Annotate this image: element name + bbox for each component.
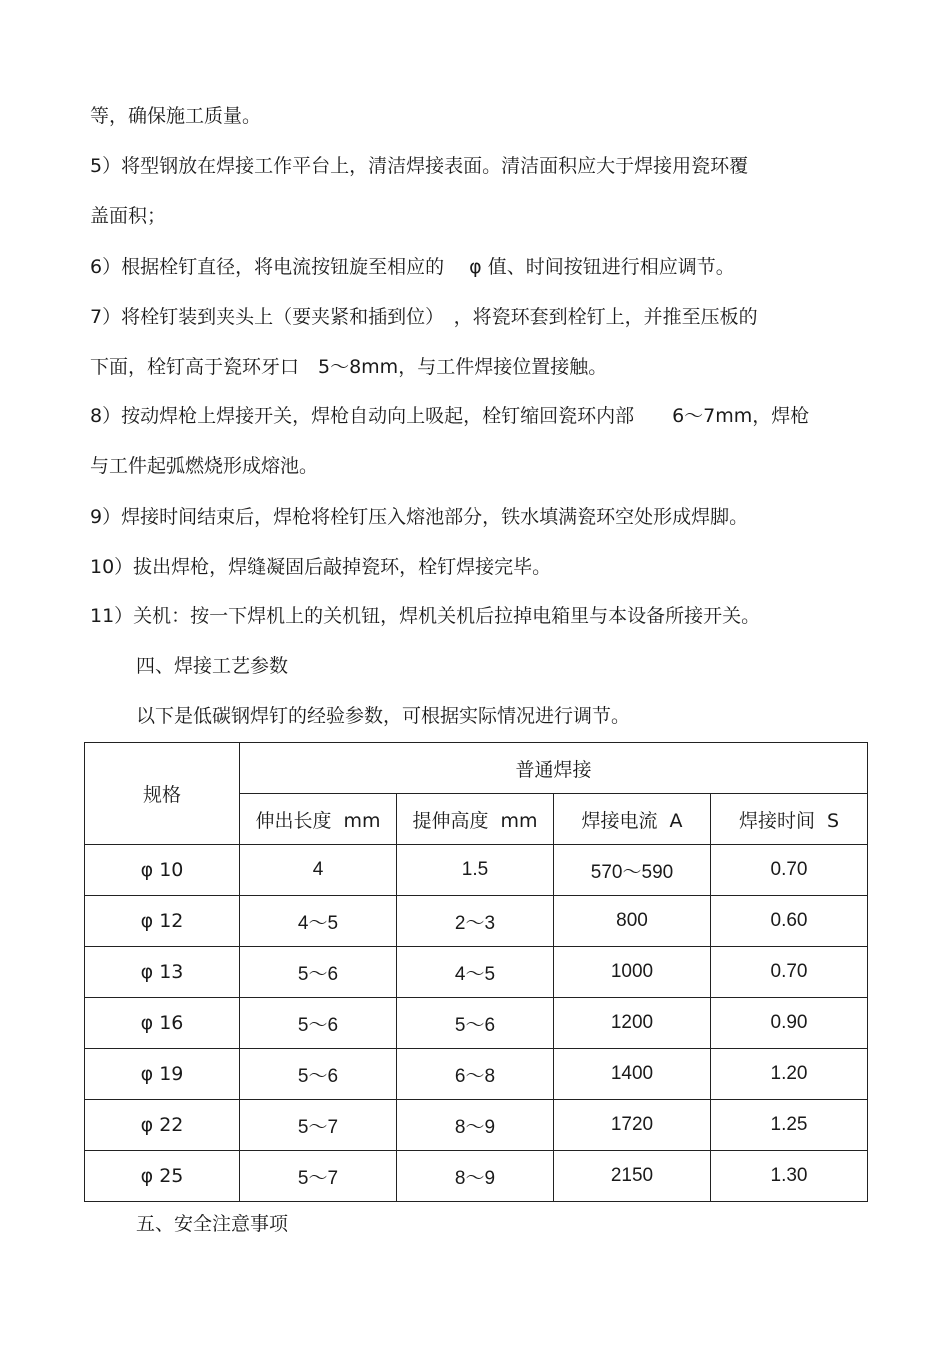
table-cell: φ 12 bbox=[85, 896, 240, 947]
table-cell: 4～5 bbox=[397, 947, 554, 998]
table-cell: φ 19 bbox=[85, 1049, 240, 1100]
table-cell: 0.70 bbox=[711, 947, 868, 998]
table-cell: 6～8 bbox=[397, 1049, 554, 1100]
table-cell: 5～6 bbox=[240, 1049, 397, 1100]
table-cell: 1.25 bbox=[711, 1100, 868, 1151]
table-cell: φ 16 bbox=[85, 998, 240, 1049]
table-cell: 1.30 bbox=[711, 1151, 868, 1202]
table-cell: 4～5 bbox=[240, 896, 397, 947]
paragraph-line: 10）拔出焊枪，焊缝凝固后敲掉瓷环，栓钉焊接完毕。 bbox=[90, 556, 552, 578]
welding-parameters-table bbox=[84, 742, 868, 1202]
section-heading: 五、安全注意事项 bbox=[136, 1213, 289, 1235]
table-row bbox=[85, 1151, 868, 1202]
table-cell: 1.5 bbox=[397, 845, 554, 896]
table-cell: 1200 bbox=[554, 998, 711, 1049]
table-cell: 4 bbox=[240, 845, 397, 896]
table-cell: 1400 bbox=[554, 1049, 711, 1100]
table-cell: φ 13 bbox=[85, 947, 240, 998]
spec-header: 规格 bbox=[85, 743, 240, 845]
section-heading: 四、焊接工艺参数 bbox=[136, 655, 289, 677]
table-cell: 2150 bbox=[554, 1151, 711, 1202]
table-row bbox=[85, 896, 868, 947]
table-cell: φ 10 bbox=[85, 845, 240, 896]
table-cell: 2～3 bbox=[397, 896, 554, 947]
paragraph-line: 与工件起弧燃烧形成熔池。 bbox=[90, 455, 319, 477]
table-intro: 以下是低碳钢焊钉的经验参数，可根据实际情况进行调节。 bbox=[136, 705, 631, 727]
table-cell: 5～7 bbox=[240, 1151, 397, 1202]
table-cell: 0.90 bbox=[711, 998, 868, 1049]
table-cell: 1.20 bbox=[711, 1049, 868, 1100]
table-cell: 1720 bbox=[554, 1100, 711, 1151]
table-cell: 5～6 bbox=[240, 998, 397, 1049]
table-row bbox=[85, 1100, 868, 1151]
paragraph-line: 5）将型钢放在焊接工作平台上，清洁焊接表面。清洁面积应大于焊接用瓷环覆 bbox=[90, 155, 749, 177]
paragraph-line: 9）焊接时间结束后，焊枪将栓钉压入熔池部分，铁水填满瓷环空处形成焊脚。 bbox=[90, 506, 749, 528]
table-cell: φ 25 bbox=[85, 1151, 240, 1202]
table-cell: 8～9 bbox=[397, 1100, 554, 1151]
table-row bbox=[85, 1049, 868, 1100]
paragraph-line: 6）根据栓钉直径，将电流按钮旋至相应的 φ 值、时间按钮进行相应调节。 bbox=[90, 256, 735, 278]
table-cell: 0.70 bbox=[711, 845, 868, 896]
table-row bbox=[85, 947, 868, 998]
group-header: 普通焊接 bbox=[240, 743, 868, 794]
table-cell: 0.60 bbox=[711, 896, 868, 947]
table-row bbox=[85, 998, 868, 1049]
table-cell: 5～6 bbox=[240, 947, 397, 998]
column-header: 焊接时间 S bbox=[711, 794, 868, 845]
column-header: 伸出长度 mm bbox=[240, 794, 397, 845]
table-cell: 800 bbox=[554, 896, 711, 947]
paragraph-line: 等，确保施工质量。 bbox=[90, 105, 262, 127]
paragraph-line: 8）按动焊枪上焊接开关，焊枪自动向上吸起，栓钉缩回瓷环内部 6～7mm，焊枪 bbox=[90, 405, 810, 427]
column-header: 提伸高度 mm bbox=[397, 794, 554, 845]
table-cell: 8～9 bbox=[397, 1151, 554, 1202]
table-cell: φ 22 bbox=[85, 1100, 240, 1151]
table-cell: 570～590 bbox=[554, 845, 711, 896]
paragraph-line: 盖面积； bbox=[90, 205, 167, 227]
paragraph-line: 11）关机：按一下焊机上的关机钮，焊机关机后拉掉电箱里与本设备所接开关。 bbox=[90, 605, 761, 627]
paragraph-line: 7）将栓钉装到夹头上（要夹紧和插到位） ，将瓷环套到栓钉上，并推至压板的 bbox=[90, 306, 758, 328]
table-cell: 1000 bbox=[554, 947, 711, 998]
table-cell: 5～7 bbox=[240, 1100, 397, 1151]
table-row bbox=[85, 845, 868, 896]
table-cell: 5～6 bbox=[397, 998, 554, 1049]
column-header: 焊接电流 A bbox=[554, 794, 711, 845]
paragraph-line: 下面，栓钉高于瓷环牙口 5～8mm，与工件焊接位置接触。 bbox=[90, 356, 608, 378]
